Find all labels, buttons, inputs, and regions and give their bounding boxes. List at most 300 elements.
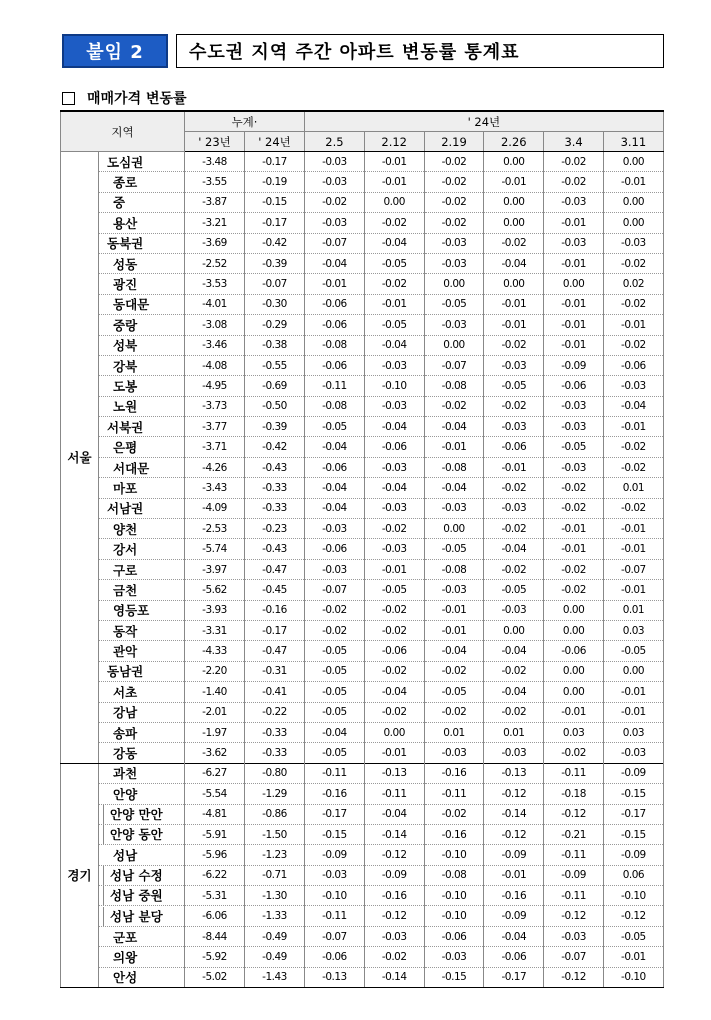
value-cell: -0.02 [424,172,484,192]
value-cell: -1.29 [245,784,305,804]
value-cell: -0.06 [305,947,365,967]
value-cell: -0.03 [364,498,424,518]
table-row [61,804,664,824]
value-cell: 0.01 [603,600,663,620]
region-name: 서남권 [99,498,185,518]
value-cell: -0.03 [424,743,484,763]
value-cell: -0.41 [245,682,305,702]
value-cell: -0.12 [544,967,604,987]
value-cell: -0.09 [544,355,604,375]
value-cell: -0.02 [364,519,424,539]
region-name: 성북 [99,335,185,355]
value-cell: -0.06 [603,355,663,375]
value-cell: -0.01 [424,600,484,620]
value-cell: -0.01 [603,519,663,539]
value-cell: -0.02 [424,661,484,681]
region-name: 구로 [99,559,185,579]
value-cell: -0.06 [544,376,604,396]
value-cell: -0.17 [245,213,305,233]
value-cell: -0.16 [245,600,305,620]
value-cell: -0.05 [603,641,663,661]
table-row [61,641,664,661]
value-cell: -0.55 [245,355,305,375]
value-cell: -0.04 [305,478,365,498]
header-date-2: 2.19 [424,132,484,152]
table-row [61,294,664,314]
table-row [61,417,664,437]
value-cell: -0.01 [603,682,663,702]
value-cell: -0.03 [305,213,365,233]
value-cell: -0.02 [544,743,604,763]
value-cell: -0.22 [245,702,305,722]
value-cell: 0.00 [544,600,604,620]
region-name-text: 안양 만안 [103,805,163,824]
value-cell: -0.04 [364,804,424,824]
value-cell: -0.06 [544,641,604,661]
value-cell: -0.09 [603,845,663,865]
value-cell: -0.12 [544,804,604,824]
value-cell: -0.07 [305,233,365,253]
value-cell: -0.04 [484,641,544,661]
value-cell: -3.55 [185,172,245,192]
value-cell: -0.06 [305,315,365,335]
value-cell: -0.01 [364,172,424,192]
value-cell: -0.14 [484,804,544,824]
value-cell: -5.96 [185,845,245,865]
region-name-text: 안양 동안 [103,825,163,844]
value-cell: -0.11 [544,763,604,783]
value-cell: -0.02 [544,172,604,192]
value-cell: -4.33 [185,641,245,661]
value-cell: -0.09 [544,865,604,885]
region-name-text: 성남 분당 [103,907,163,926]
value-cell: -0.12 [364,845,424,865]
value-cell: -0.71 [245,865,305,885]
value-cell: -0.06 [364,437,424,457]
region-name: 영등포 [99,600,185,620]
value-cell: -0.06 [484,437,544,457]
value-cell: -0.10 [424,845,484,865]
value-cell: -3.97 [185,559,245,579]
value-cell: 0.00 [484,152,544,172]
value-cell: -0.11 [305,763,365,783]
value-cell: -0.06 [305,294,365,314]
value-cell: -0.05 [305,641,365,661]
value-cell: 0.03 [544,722,604,742]
table-row [61,539,664,559]
value-cell: -0.17 [484,967,544,987]
table-row [61,376,664,396]
value-cell: -0.03 [603,743,663,763]
table-row [61,886,664,906]
value-cell: -0.03 [544,396,604,416]
region-name: 군포 [99,926,185,946]
value-cell: -0.12 [484,824,544,844]
table-row [61,926,664,946]
value-cell: -0.01 [544,253,604,273]
value-cell: -3.62 [185,743,245,763]
value-cell: -0.10 [603,967,663,987]
header-cumulative: 누계· [185,111,305,132]
value-cell: -0.08 [424,376,484,396]
value-cell: -0.03 [484,743,544,763]
value-cell: -2.01 [185,702,245,722]
value-cell: -0.02 [364,600,424,620]
table-row [61,620,664,640]
header-date-3: 2.26 [484,132,544,152]
value-cell: -0.15 [305,824,365,844]
value-cell: -0.06 [364,641,424,661]
value-cell: -0.06 [424,926,484,946]
value-cell: -0.04 [305,437,365,457]
value-cell: -0.03 [544,233,604,253]
value-cell: -0.14 [364,824,424,844]
value-cell: -0.19 [245,172,305,192]
table-row [61,253,664,273]
region-name: 중 [99,192,185,212]
value-cell: -0.05 [305,682,365,702]
value-cell: -0.45 [245,580,305,600]
value-cell: -3.77 [185,417,245,437]
value-cell: -0.11 [305,376,365,396]
value-cell: -0.11 [424,784,484,804]
value-cell: -0.15 [245,192,305,212]
value-cell: -0.08 [424,457,484,477]
value-cell: -4.09 [185,498,245,518]
value-cell: -3.46 [185,335,245,355]
value-cell: -5.62 [185,580,245,600]
value-cell: -0.02 [364,947,424,967]
table-row [61,498,664,518]
table-row [61,600,664,620]
value-cell: -0.39 [245,417,305,437]
value-cell: -0.02 [484,335,544,355]
value-cell: -0.23 [245,519,305,539]
table-row [61,661,664,681]
value-cell: -0.02 [364,702,424,722]
value-cell: -0.13 [364,763,424,783]
value-cell: -3.71 [185,437,245,457]
value-cell: -0.02 [305,620,365,640]
value-cell: -0.07 [603,559,663,579]
category-cell: 경기 [61,763,99,987]
region-name: 도심권 [99,152,185,172]
value-cell: -0.13 [484,763,544,783]
value-cell: -0.04 [305,722,365,742]
value-cell: 0.00 [544,274,604,294]
region-name: 서초 [99,682,185,702]
region-name: 금천 [99,580,185,600]
value-cell: -1.43 [245,967,305,987]
value-cell: -0.04 [305,498,365,518]
value-cell: 0.00 [484,620,544,640]
value-cell: -0.04 [364,335,424,355]
value-cell: 0.00 [484,274,544,294]
region-name: 강남 [99,702,185,722]
region-name: 관악 [99,641,185,661]
value-cell: -0.02 [424,702,484,722]
region-name: 송파 [99,722,185,742]
value-cell: -0.02 [603,294,663,314]
value-cell: 0.00 [603,661,663,681]
value-cell: -0.12 [544,906,604,926]
value-cell: -0.01 [364,152,424,172]
value-cell: -0.16 [364,886,424,906]
value-cell: 0.00 [424,519,484,539]
value-cell: -0.01 [544,702,604,722]
value-cell: -0.03 [484,355,544,375]
value-cell: 0.00 [603,152,663,172]
value-cell: 0.00 [603,213,663,233]
value-cell: -0.12 [603,906,663,926]
value-cell: -0.05 [424,294,484,314]
value-cell: -0.10 [424,906,484,926]
value-cell: -5.02 [185,967,245,987]
value-cell: 0.06 [603,865,663,885]
value-cell: -0.03 [424,315,484,335]
header-region: 지역 [61,111,185,152]
value-cell: -0.01 [484,315,544,335]
value-cell: -0.02 [424,152,484,172]
header-cum-1: ' 24년 [245,132,305,152]
table-row [61,824,664,844]
value-cell: -3.31 [185,620,245,640]
value-cell: -0.10 [305,886,365,906]
value-cell: -0.17 [603,804,663,824]
table-row [61,152,664,172]
value-cell: -4.95 [185,376,245,396]
value-cell: -0.16 [484,886,544,906]
region-name: 광진 [99,274,185,294]
value-cell: -0.04 [364,478,424,498]
value-cell: -6.06 [185,906,245,926]
value-cell: -3.73 [185,396,245,416]
value-cell: -0.02 [544,580,604,600]
value-cell: -0.42 [245,233,305,253]
value-cell: -5.92 [185,947,245,967]
section-title: 매매가격 변동률 [87,91,187,107]
value-cell: -0.01 [544,539,604,559]
value-cell: -0.03 [544,192,604,212]
value-cell: -0.02 [484,396,544,416]
value-cell: 0.01 [424,722,484,742]
region-name: 중랑 [99,315,185,335]
region-name [99,824,185,844]
value-cell: -0.07 [424,355,484,375]
value-cell: -0.05 [544,437,604,457]
region-name: 의왕 [99,947,185,967]
region-name: 동북권 [99,233,185,253]
value-cell: -0.42 [245,437,305,457]
value-cell: -0.15 [603,824,663,844]
value-cell: -0.03 [305,519,365,539]
value-cell: -0.05 [484,580,544,600]
value-cell: -0.04 [603,396,663,416]
table-row [61,784,664,804]
value-cell: -0.04 [424,478,484,498]
region-name: 안양 [99,784,185,804]
value-cell: -0.30 [245,294,305,314]
value-cell: -0.01 [364,294,424,314]
value-cell: -0.03 [364,355,424,375]
table-row [61,437,664,457]
value-cell: 0.00 [424,335,484,355]
value-cell: -0.13 [305,967,365,987]
value-cell: -0.03 [544,926,604,946]
value-cell: -0.03 [424,498,484,518]
value-cell: -0.03 [484,417,544,437]
header-date-0: 2.5 [305,132,365,152]
value-cell: -0.03 [424,947,484,967]
value-cell: -0.02 [544,152,604,172]
value-cell: -0.15 [603,784,663,804]
value-cell: -0.49 [245,926,305,946]
value-cell: -4.08 [185,355,245,375]
value-cell: -0.05 [424,682,484,702]
value-cell: -3.08 [185,315,245,335]
value-cell: -0.05 [305,702,365,722]
value-cell: -0.01 [544,315,604,335]
value-cell: -0.03 [603,376,663,396]
value-cell: -0.06 [305,355,365,375]
table-row [61,682,664,702]
value-cell: -0.02 [484,702,544,722]
value-cell: -0.03 [424,233,484,253]
value-cell: -0.12 [484,784,544,804]
value-cell: -0.39 [245,253,305,273]
value-cell: -0.02 [603,253,663,273]
value-cell: -0.11 [364,784,424,804]
value-cell: -0.15 [424,967,484,987]
value-cell: -2.52 [185,253,245,273]
value-cell: -0.02 [603,498,663,518]
value-cell: -0.01 [544,294,604,314]
value-cell: -0.09 [484,845,544,865]
value-cell: 0.00 [424,274,484,294]
value-cell: -0.86 [245,804,305,824]
value-cell: -0.05 [424,539,484,559]
value-cell: -0.03 [305,152,365,172]
value-cell: -0.02 [484,233,544,253]
value-cell: -0.21 [544,824,604,844]
section-heading [62,88,187,108]
value-cell: -0.06 [305,539,365,559]
value-cell: -3.21 [185,213,245,233]
value-cell: -0.02 [424,804,484,824]
value-cell: -0.01 [364,743,424,763]
value-cell: -0.16 [305,784,365,804]
value-cell: -0.33 [245,478,305,498]
region-name: 강북 [99,355,185,375]
value-cell: 0.01 [484,722,544,742]
value-cell: -0.01 [603,539,663,559]
value-cell: -0.02 [484,519,544,539]
stats-table [60,110,664,988]
value-cell: -0.08 [305,335,365,355]
value-cell: -0.02 [364,213,424,233]
value-cell: 0.00 [484,192,544,212]
value-cell: -0.02 [603,437,663,457]
value-cell: -0.10 [364,376,424,396]
value-cell: -1.33 [245,906,305,926]
value-cell: -0.03 [484,600,544,620]
value-cell: -0.14 [364,967,424,987]
region-name-text: 성남 중원 [103,886,163,905]
value-cell: -6.22 [185,865,245,885]
value-cell: -0.03 [364,396,424,416]
value-cell: -0.08 [424,865,484,885]
value-cell: -3.43 [185,478,245,498]
value-cell: -0.01 [603,947,663,967]
value-cell: -0.09 [305,845,365,865]
value-cell: -0.10 [424,886,484,906]
value-cell: -0.18 [544,784,604,804]
value-cell: -0.01 [603,417,663,437]
appendix-badge: 붙임 2 [62,34,168,68]
value-cell: -0.33 [245,498,305,518]
table-row [61,743,664,763]
value-cell: -0.01 [424,620,484,640]
table-row [61,192,664,212]
value-cell: -0.33 [245,722,305,742]
table-row [61,559,664,579]
region-name: 성동 [99,253,185,273]
region-name: 강동 [99,743,185,763]
table-row [61,519,664,539]
region-name: 강서 [99,539,185,559]
value-cell: -0.02 [484,661,544,681]
value-cell: -0.05 [603,926,663,946]
region-name [99,804,185,824]
value-cell: -0.11 [544,845,604,865]
region-name [99,865,185,885]
table-row [61,335,664,355]
value-cell: -0.04 [484,926,544,946]
value-cell: -0.01 [305,274,365,294]
value-cell: -0.03 [544,457,604,477]
value-cell: -0.03 [424,580,484,600]
value-cell: -0.01 [484,172,544,192]
value-cell: 0.01 [603,478,663,498]
value-cell: -0.01 [603,315,663,335]
header-date-5: 3.11 [603,132,663,152]
value-cell: -3.87 [185,192,245,212]
value-cell: 0.03 [603,620,663,640]
value-cell: -0.11 [305,906,365,926]
value-cell: -4.81 [185,804,245,824]
value-cell: -0.01 [544,213,604,233]
value-cell: -2.20 [185,661,245,681]
table-row [61,947,664,967]
region-name: 안성 [99,967,185,987]
value-cell: -0.01 [424,437,484,457]
value-cell: -0.01 [484,294,544,314]
value-cell: -0.38 [245,335,305,355]
value-cell: -3.93 [185,600,245,620]
value-cell: -0.01 [544,335,604,355]
value-cell: 0.00 [364,192,424,212]
value-cell: -0.07 [305,580,365,600]
value-cell: -0.03 [424,253,484,273]
value-cell: -0.05 [364,580,424,600]
region-name [99,886,185,906]
value-cell: -3.53 [185,274,245,294]
value-cell: -0.02 [305,192,365,212]
value-cell: -0.07 [544,947,604,967]
value-cell: -0.17 [305,804,365,824]
value-cell: -0.10 [603,886,663,906]
value-cell: -0.12 [364,906,424,926]
